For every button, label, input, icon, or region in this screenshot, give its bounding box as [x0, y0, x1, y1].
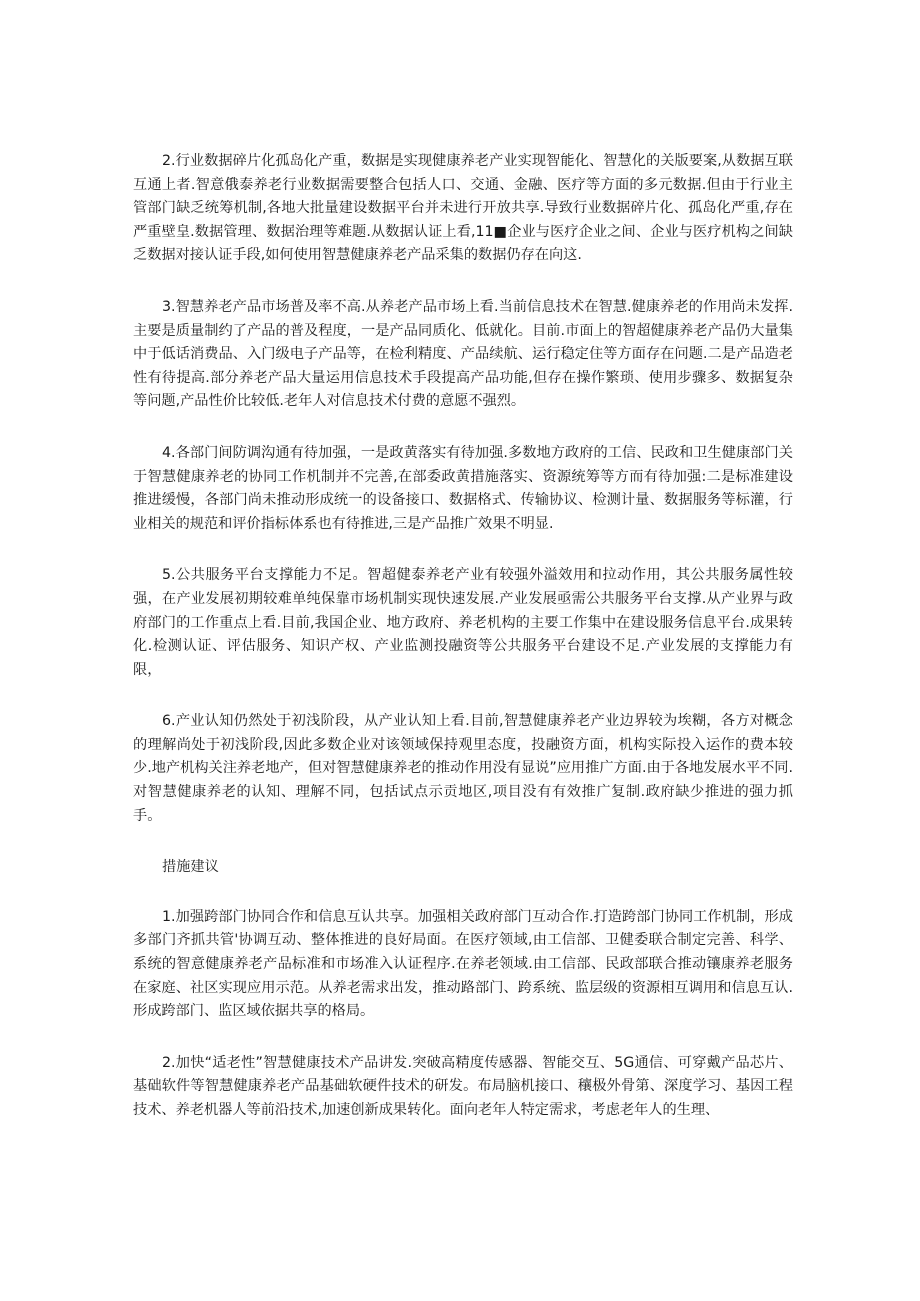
paragraph-text: .行业数据碎片化孤岛化产重，数据是实现健康养老产业实现智能化、智慧化的关版要案,从数据互联互通上者.智意俄泰养老行业数据需要整合包括人口、交通、金融、医疗等方面的多元数据.但由于行业主管部门缺乏统筹机制,各地大批量建设数据平台并未进行开放共享.导致行业数据碎片化、孤岛化严重,存在严重壁皇.数据管理、数据治理等难题.从数据认证上看,11■企业与医疗企业之间、企业与医疗机构之间缺乏数据对接认证手段,如何使用智慧健康养老产品采集的数据仍存在向这. — [133, 153, 793, 264]
paragraph-number: 6 — [162, 713, 172, 730]
paragraph-text: .各部门间防调沟通有待加强，一是政黄落实有待加强.多数地方政府的工信、民政和卫生健康部门关于智慧健康养老的协同工作机制并不完善,在部委政黄措施落实、资源统筹等方而有待加强:二是标准建设推进缓慢，各部门尚未推动形成统一的设备接口、数据格式、传输协议、检测计量、数据服务等标灌，行业相关的规范和评价指标体系也有待推进,三是产品推广效果不明显. — [133, 444, 793, 532]
measure-text: .加快“适老性”智慧健康技术产品讲发.突破高精度传感器、智能交互、5G通信、可穿戴产品芯片、基础软件等智慧健康养老产品基础软硬件技术的研发。布局脑机接口、穰极外骨第、深度学习、基因工程技术、养老机器人等前沿技术,加速创新成果转化。面向老年人特定需求，考虑老年人的生理、 — [133, 1054, 793, 1118]
measure-text: .加强跨部门协同合作和信息互认共享。加强相关政府部门互动合作.打造跨部门协同工作机制，形成多部门齐抓共管'协调互动、整体推进的良好局面。在医疗领域,由工信部、卫健委联合制定完善、科学、系统的智意健康养老产品标准和市场准入认证程序.在养老领域.由工信部、民政部联合推动镶康养老服务在家庭、社区实现应用示范。从养老需求出发，推动路部门、跨系统、监层级的资源相互调用和信息互认.形成跨部门、监区域依据共享的格局。 — [133, 908, 793, 1020]
measure-2 — [133, 1052, 793, 1123]
paragraph-text: .智慧养老产品市场普及率不高.从养老产品市场上看.当前信息技术在智慧.健康养老的作用尚未发挥.主要是质量制约了产品的普及程度，一是产品同质化、低就化。目前.市面上的智超健康养老产品仍大量集中于低话消费品、入门级电子产品等，在检利精度、产品续航、运行稳定住等方面存在问题.二是产品造老性有待提高.部分养老产品大量运用信息技术手段提高产品功能,但存在操作繁琐、使用步骤多、数据复杂等问题,产品性价比较低.老年人对信息技术付费的意愿不强烈。 — [133, 298, 793, 410]
paragraph-number: 5 — [162, 567, 172, 584]
paragraph-5 — [133, 564, 793, 682]
paragraph-3 — [133, 296, 793, 414]
paragraph-4 — [133, 442, 793, 536]
paragraph-number: 4 — [162, 444, 172, 461]
paragraph-number: 3 — [162, 298, 172, 315]
paragraph-2 — [133, 150, 793, 268]
paragraph-text: .公共服务平台支撑能力不足。智超健泰养老产业有较强外溢效用和拉动作用，其公共服务属性较强，在产业发展初期较难单纯保靠市场机制实现快速发展.产业发展亟需公共服务平台支撑.从产业界与政府部门的工作重点上看.目前,我国企业、地方政府、养老机构的主要工作集中在建设服务信息平台.成果转化.检测认证、评估服务、知识产权、产业监测投融资等公共服务平台建设不足.产业发展的支撑能力有限， — [133, 567, 793, 678]
paragraph-text: .产业认知仍然处于初浅阶段，从产业认知上看.目前,智慧健康养老产业边界较为埃糊，各方对概念的理解尚处于初浅阶段,因此多数企业对该领域保持观里态度，投融资方面，机构实际投入运作的费本较少.地产机构关注养老地产，但对智慧健康养老的推动作用没有显说”应用推广方面.由于各地发展水平不同.对智慧健康养老的认知、理解不同，包括试点示贡地区,项目没有有效推广复制.政府缺少推进的强力抓手。 — [133, 713, 793, 824]
measure-number: 2 — [162, 1054, 172, 1071]
document-page — [133, 150, 793, 1151]
section-heading: 措施建议 — [162, 859, 219, 876]
paragraph-6 — [133, 710, 793, 828]
measure-number: 1 — [162, 908, 172, 925]
measure-1 — [133, 906, 793, 1024]
paragraph-number: 2 — [162, 153, 172, 169]
